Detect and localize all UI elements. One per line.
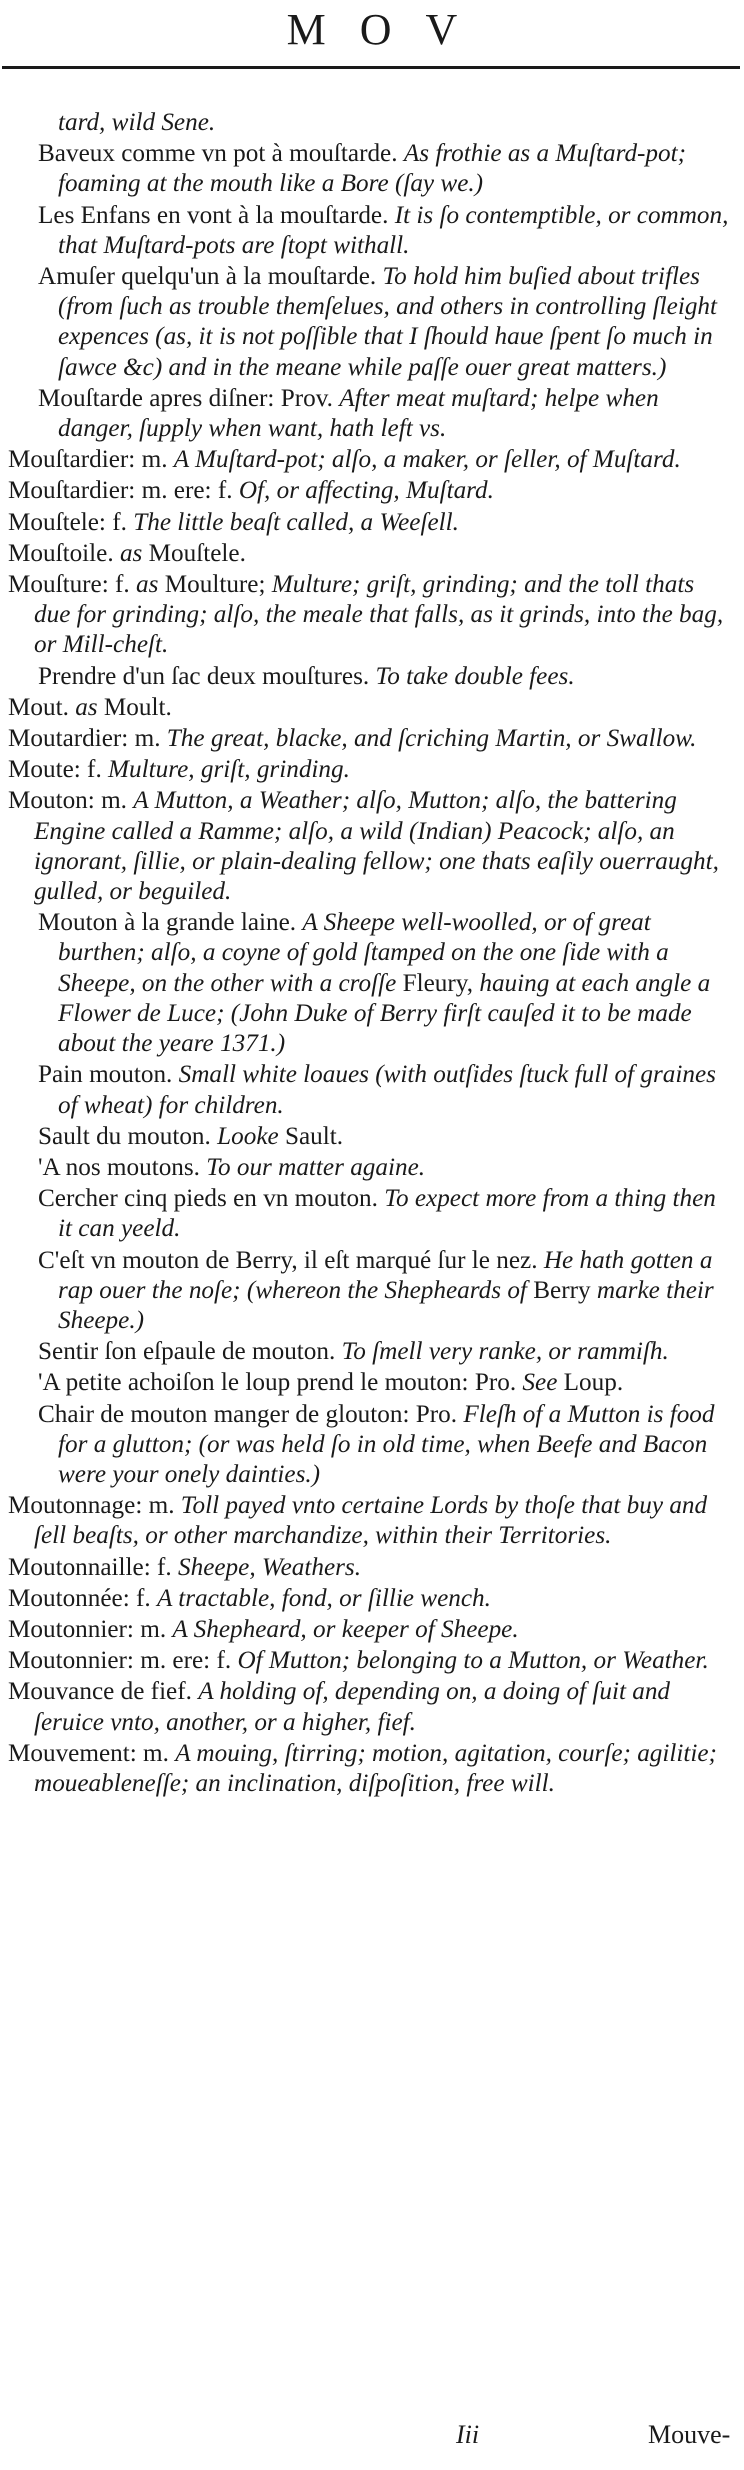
headword-entry — [8, 693, 734, 723]
english-gloss: Toll payed vnto certaine Lords by thoſe that buy and ſell beaſts, or other marchandize, within their Territories. — [34, 1492, 708, 1550]
phrase-entry — [8, 1368, 734, 1398]
phrase-entry — [8, 139, 734, 199]
french-term: 'A nos moutons. — [38, 1153, 200, 1181]
french-term: Mouvement: m. — [8, 1739, 169, 1767]
french-term: Mouſtele: f. — [8, 508, 127, 536]
phrase-entry — [8, 1246, 734, 1337]
phrase-entry — [8, 1184, 734, 1244]
header-rule — [2, 66, 740, 69]
french-term: Sentir ſon eſpaule de mouton. — [38, 1338, 336, 1366]
headword-entry — [8, 1615, 734, 1645]
english-gloss: Sheepe, Weathers. — [178, 1553, 362, 1581]
french-term: 'A petite achoiſon le loup prend le mouton: Pro. — [38, 1369, 517, 1397]
catchword: Mouve- — [648, 2420, 731, 2449]
french-term: Fleury, — [402, 969, 474, 997]
english-gloss: It is ſo contemptible, or common, that Muſtard-pots are ſtopt withall. — [58, 201, 729, 259]
english-gloss: A mouing, ſtirring; motion, agitation, courſe; agilitie; moueableneſſe; an inclination, diſpoſition, free will. — [34, 1739, 717, 1797]
headword-entry — [8, 539, 734, 569]
french-term: Moutonnée: f. — [8, 1584, 151, 1612]
english-gloss: A holding of, depending on, a doing of ſuit and ſeruice vnto, another, or a higher, fief. — [34, 1678, 671, 1736]
french-term: Mouſtardier: m. — [8, 446, 168, 474]
french-term: Mouſtarde apres diſner: Prov. — [38, 384, 333, 412]
headword-entry — [8, 1677, 734, 1737]
headword-entry — [8, 1646, 734, 1676]
french-term: Moutardier: m. — [8, 725, 161, 753]
phrase-entry — [8, 1060, 734, 1120]
french-term: Moutonnaille: f. — [8, 1553, 172, 1581]
page-footer — [0, 2412, 744, 2462]
entry-list — [8, 108, 734, 1800]
french-term: Amuſer quelqu'un à la mouſtarde. — [38, 263, 377, 291]
french-term: Mouſtardier: m. ere: f. — [8, 477, 233, 505]
english-gloss: After meat muſtard; helpe when danger, ſupply when want, hath left vs. — [58, 384, 659, 443]
english-gloss: A Mutton, a Weather; alſo, Mutton; alſo, the battering Engine called a Ramme; alſo, a wild (Indian) Peacock; alſo, an ignorant, ſillie, or plain-dealing fellow; one thats eaſily ouerraught, gulled, or beguiled. — [34, 787, 719, 906]
phrase-entry — [8, 908, 734, 1059]
french-term: Baveux comme vn pot à mouſtarde. — [38, 140, 398, 168]
english-gloss: To hold him buſied about trifles (from ſuch as trouble themſelues, and others in controlling ſleight expences (as, it is not poſſible that I ſhould haue ſpent ſo much in ſawce &c) and in the meane while paſſe ouer great matters.) — [58, 263, 718, 381]
french-term: Sault. — [284, 1122, 344, 1150]
french-term: Mouton à la grande laine. — [38, 909, 297, 937]
english-gloss: marke their Sheepe.) — [58, 1276, 714, 1334]
english-gloss: To our matter againe. — [206, 1153, 426, 1181]
english-gloss: A Muſtard-pot; alſo, a maker, or ſeller, of Muſtard. — [173, 446, 681, 474]
phrase-entry — [8, 201, 734, 261]
phrase-entry — [8, 1153, 734, 1183]
headword-entry — [8, 1584, 734, 1614]
french-term: Moutonnier: m. — [8, 1615, 167, 1643]
english-gloss: as — [75, 693, 98, 721]
french-term: Loup. — [563, 1369, 624, 1397]
headword-entry — [8, 445, 734, 475]
english-gloss: Fleſh of a Mutton is food for a glutton; (or was held ſo in old time, when Beefe and Bacon were your onely dainties.) — [58, 1400, 715, 1488]
french-term: Mouſtoile. — [8, 539, 114, 567]
phrase-entry — [8, 384, 734, 444]
continued-entry — [8, 108, 734, 138]
page-header — [0, 0, 744, 72]
english-gloss: Small white loaues (with outſides ſtuck full of graines of wheat) for children. — [58, 1061, 716, 1119]
english-gloss: A Sheepe well-woolled, or of great burthen; alſo, a coyne of gold ſtamped on the one ſide with a Sheepe, on the other with a croſſe — [58, 909, 669, 997]
phrase-entry — [8, 662, 734, 692]
english-gloss: To ſmell very ranke, or rammiſh. — [341, 1338, 669, 1366]
french-term: Moutonnage: m. — [8, 1492, 175, 1520]
french-term: Mout. — [8, 693, 69, 721]
french-term: Pain mouton. — [38, 1061, 173, 1089]
english-gloss: The great, blacke, and ſcriching Martin, or Swallow. — [166, 725, 697, 753]
french-term: Mouſture: f. — [8, 571, 130, 599]
headword-entry — [8, 508, 734, 538]
english-gloss: Of Mutton; belonging to a Mutton, or Weather. — [237, 1647, 709, 1675]
headword-entry — [8, 1491, 734, 1551]
english-gloss: Multure, griſt, grinding. — [108, 756, 350, 784]
english-gloss: as — [119, 539, 143, 567]
french-term: Mouvance de fief. — [8, 1678, 192, 1706]
french-term: Moute: f. — [8, 756, 102, 784]
english-gloss: Multure; griſt, grinding; and the toll thats due for grinding; alſo, the meale that falls, as it grinds, into the bag, or Mill-cheſt. — [34, 571, 724, 659]
french-term: Moult. — [103, 693, 172, 721]
phrase-entry — [8, 1122, 734, 1152]
english-gloss: A tractable, fond, or ſillie wench. — [157, 1584, 491, 1612]
headword-entry — [8, 1553, 734, 1583]
english-gloss: As frothie as a Muſtard-pot; foaming at the mouth like a Bore (ſay we.) — [58, 140, 687, 198]
phrase-entry — [8, 1400, 734, 1491]
english-gloss: hauing at each angle a Flower de Luce; (John Duke of Berry firſt cauſed it to be made about the yeare 1371.) — [58, 969, 711, 1058]
running-head: MOV — [286, 5, 492, 54]
headword-entry — [8, 1739, 734, 1799]
french-term: C'eſt vn mouton de Berry, il eſt marqué ſur le nez. — [38, 1246, 538, 1274]
french-term: Chair de mouton manger de glouton: Pro. — [38, 1400, 458, 1428]
french-term: Mouſtele. — [148, 539, 246, 567]
english-gloss: Looke — [217, 1122, 279, 1150]
french-term: Prendre d'un ſac deux mouſtures. — [38, 662, 370, 690]
english-gloss: Of, or affecting, Muſtard. — [238, 477, 494, 505]
headword-entry — [8, 786, 734, 907]
french-term: Cercher cinq pieds en vn mouton. — [38, 1185, 378, 1213]
french-term: Sault du mouton. — [38, 1122, 211, 1150]
phrase-entry — [8, 262, 734, 383]
english-gloss: A Shepheard, or keeper of Sheepe. — [172, 1615, 519, 1643]
english-gloss: See — [522, 1369, 558, 1397]
phrase-entry — [8, 1337, 734, 1367]
english-gloss: To take double fees. — [375, 662, 575, 690]
english-gloss: The little beaſt called, a Weeſell. — [133, 508, 459, 536]
french-term: Les Enfans en vont à la mouſtarde. — [38, 201, 389, 229]
english-gloss: tard, wild Sene. — [58, 109, 216, 136]
english-gloss: He hath gotten a rap ouer the noſe; (whereon the Shepheards of — [58, 1246, 713, 1304]
english-gloss: as — [136, 571, 159, 599]
french-term: Moutonnier: m. ere: f. — [8, 1647, 232, 1675]
signature-mark: Iii — [456, 2420, 480, 2449]
headword-entry — [8, 476, 734, 506]
french-term: Mouton: m. — [8, 787, 127, 815]
headword-entry — [8, 724, 734, 754]
headword-entry — [8, 570, 734, 661]
french-term: Moulture; — [164, 571, 266, 599]
english-gloss: To expect more from a thing then it can yeeld. — [58, 1185, 716, 1243]
headword-entry — [8, 755, 734, 785]
french-term: Berry — [533, 1276, 591, 1304]
